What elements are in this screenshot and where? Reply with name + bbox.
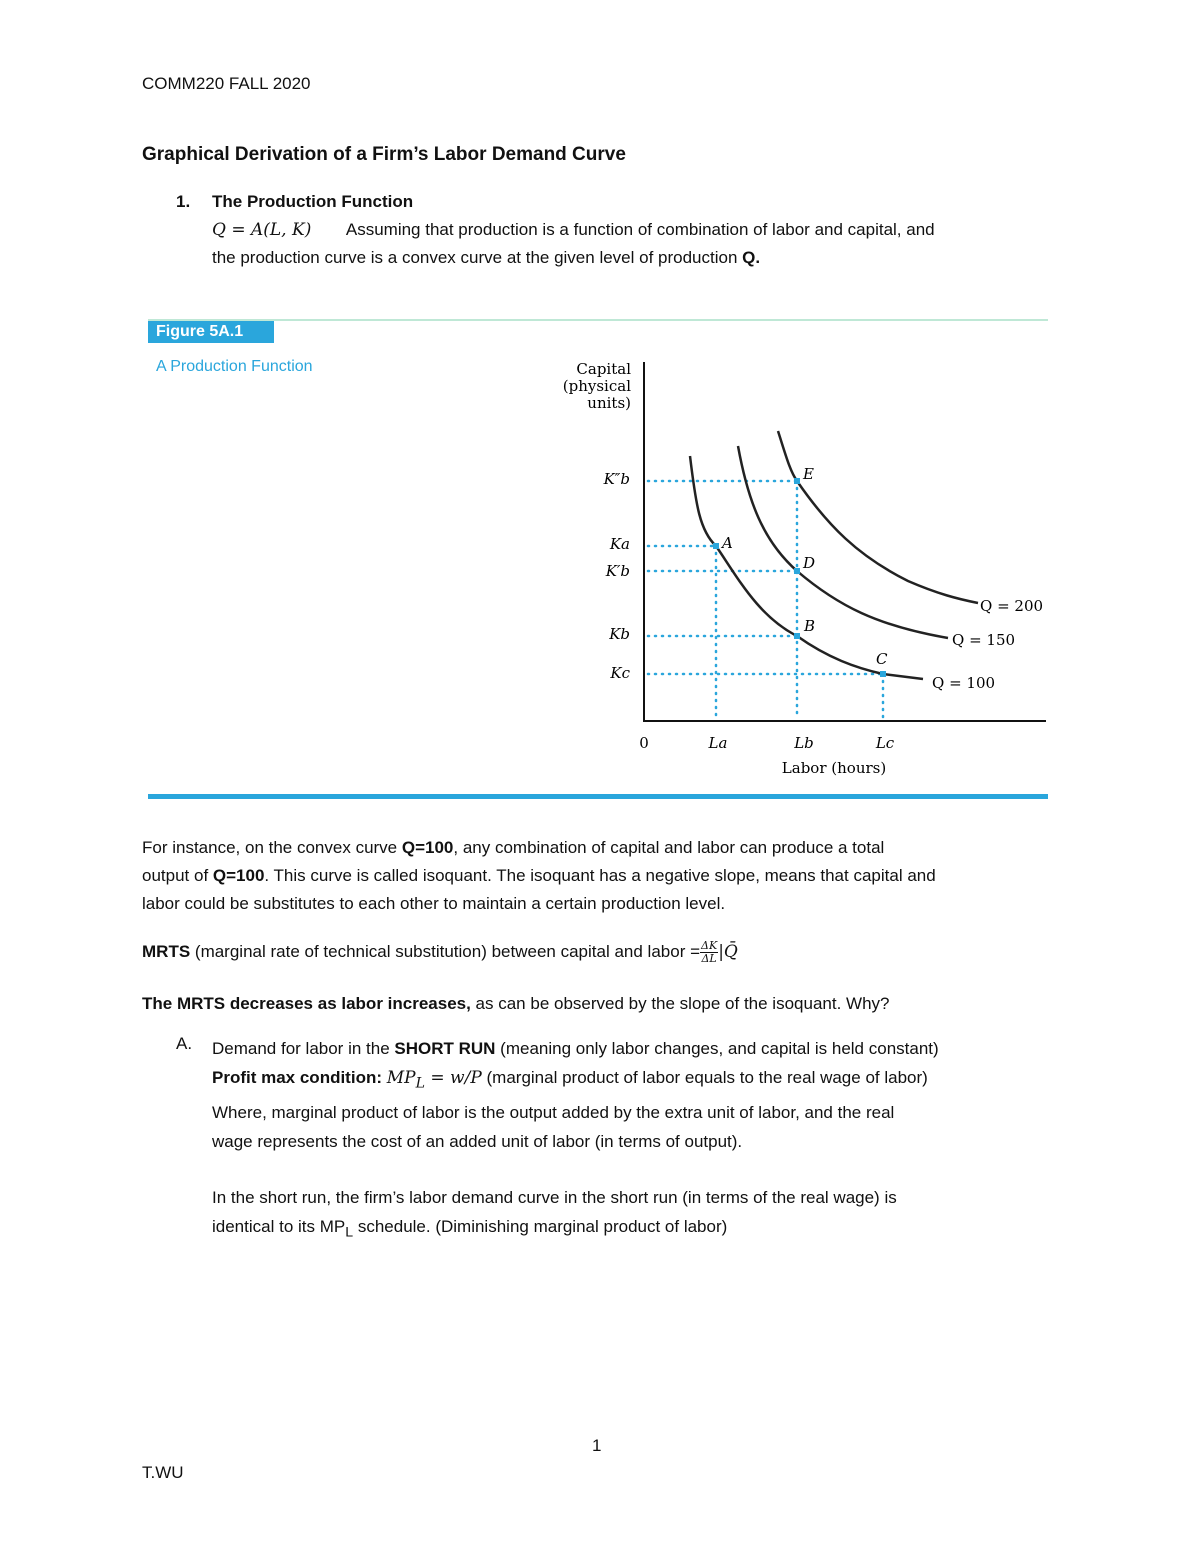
isoquant-line3: labor could be substitutes to each other to maintain a certain production level.: [142, 894, 726, 913]
short-run-line3: Where, marginal product of labor is the output added by the extra unit of labor, and the real: [212, 1103, 895, 1123]
point-label-d: D: [803, 554, 816, 572]
point-d: [794, 568, 800, 574]
x-tick-lc: Lc: [875, 734, 895, 752]
production-function-line: [212, 220, 935, 240]
x-axis-label: Labor (hours): [781, 759, 887, 777]
point-label-c: C: [876, 650, 888, 668]
page-number: 1: [592, 1436, 602, 1455]
mrts-decrease-line: The MRTS decreases as labor increases, as can be observed by the slope of the isoquant. Why?: [142, 994, 890, 1013]
x-tick-la: La: [708, 734, 728, 752]
production-description: Assuming that production is a function of combination of labor and capital, and: [345, 220, 935, 239]
short-run-line6: identical to its $MP_L$ schedule. (Diminishing marginal product of labor): [212, 1217, 728, 1241]
isoquant-q200: [778, 431, 978, 603]
page-title: Graphical Derivation of a Firm’s Labor Demand Curve: [142, 144, 626, 165]
y-tick-kb: Kb: [609, 625, 630, 643]
short-run-section: [212, 1034, 1072, 1248]
curve-label-q200: Q = 200: [980, 597, 1044, 615]
production-description-line2: the production curve is a convex curve at the given level of production Q.: [212, 248, 761, 267]
isoquant-q150: [738, 446, 948, 638]
isoquant-line2: output of Q=100. This curve is called isoquant. The isoquant has a negative slope, means that capital and: [142, 866, 936, 885]
production-formula: Q = A(L, K): [212, 220, 312, 240]
point-c: [880, 671, 886, 677]
mrts-fraction: $\frac{\Delta K}{\Delta L}$: [701, 939, 718, 966]
isoquant-chart: [148, 316, 1048, 796]
point-e: [794, 478, 800, 484]
point-label-a: A: [722, 534, 733, 552]
point-label-b: B: [804, 617, 816, 635]
y-axis-label-line3: units): [587, 394, 631, 412]
figure-subtitle: A Production Function: [156, 358, 313, 375]
figure-production-function: [148, 316, 1048, 802]
short-run-line1: Demand for labor in the SHORT RUN (meaning only labor changes, and capital is held constant): [212, 1039, 939, 1058]
curve-label-q150: Q = 150: [952, 631, 1016, 649]
isoquant-paragraph: [142, 834, 1072, 918]
curve-label-q100: Q = 100: [932, 674, 996, 692]
figure-label: Figure 5A.1: [148, 321, 274, 343]
short-run-line4: wage represents the cost of an added unit of labor (in terms of output).: [212, 1132, 743, 1152]
point-b: [794, 633, 800, 639]
x-tick-zero: 0: [639, 734, 649, 752]
section-title: The Production Function: [212, 192, 414, 211]
y-tick-kc: Kc: [610, 664, 630, 682]
isoquant-line1: For instance, on the convex curve Q=100, any combination of capital and labor can produce a total: [142, 838, 885, 857]
point-a: [713, 543, 719, 549]
y-tick-ka: Ka: [609, 535, 630, 553]
short-run-line5: In the short run, the firm’s labor demand curve in the short run (in terms of the real wage) is: [212, 1188, 897, 1208]
section-number: 1.: [176, 192, 191, 211]
list-letter-a: A.: [176, 1034, 193, 1053]
point-label-e: E: [803, 465, 814, 483]
document-header: COMM220 FALL 2020: [142, 74, 311, 93]
figure-bottom-rule: [148, 794, 1048, 799]
x-tick-lb: Lb: [794, 734, 814, 752]
profit-max-line: Profit max condition: $MP_L = w/P$ (marginal product of labor equals to the real wage of labor): [212, 1068, 928, 1092]
y-tick-kbpp: K″b: [603, 470, 630, 488]
y-axis-label-line1: Capital: [576, 360, 631, 378]
y-axis-label-line2: (physical: [562, 377, 631, 395]
mrts-line: MRTS (marginal rate of technical substitution) between capital and labor = $\frac{\Delta K}{\Delta L}$ |Q̄: [142, 939, 738, 966]
footer-author: T.WU: [142, 1463, 184, 1482]
y-tick-kbp: K′b: [605, 562, 630, 580]
